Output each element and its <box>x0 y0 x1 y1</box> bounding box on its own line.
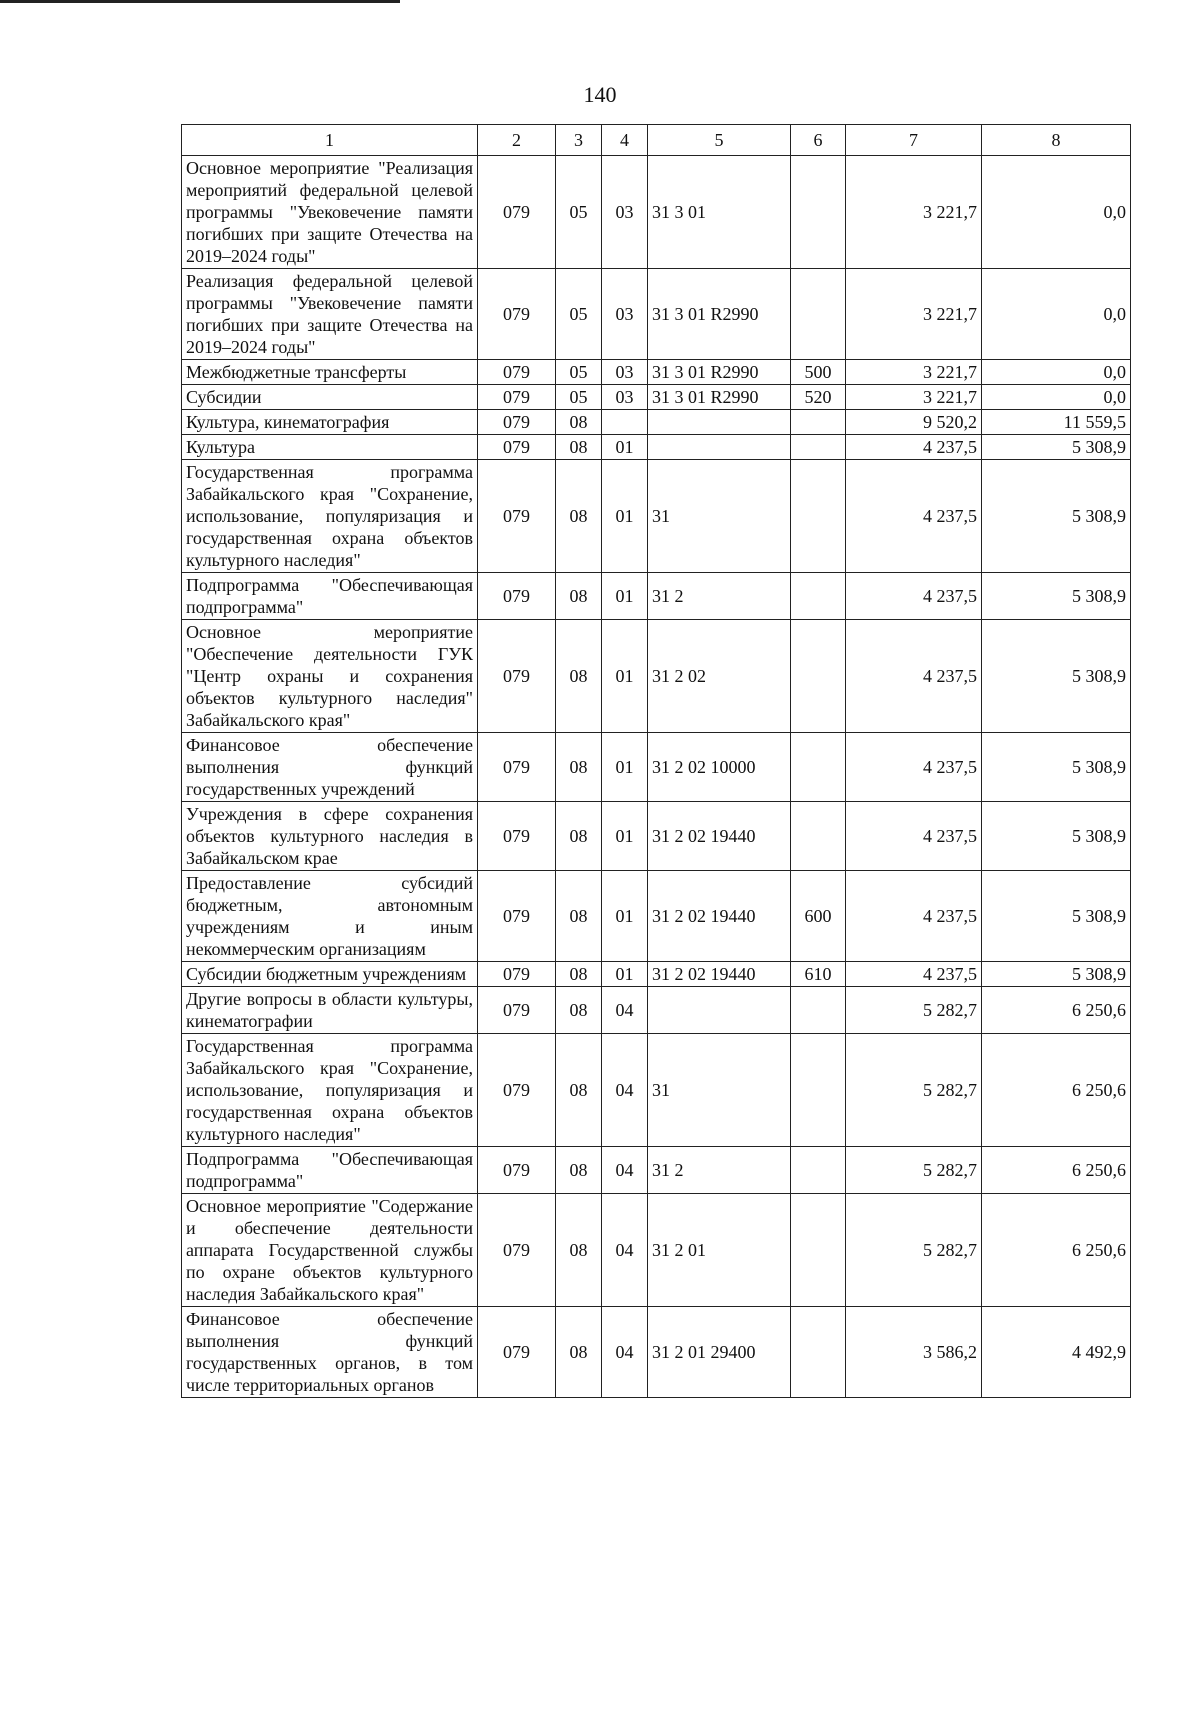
expense-type-code: 500 <box>791 360 846 385</box>
subsection-code: 01 <box>602 733 648 802</box>
expense-type-code <box>791 1034 846 1147</box>
section-code: 08 <box>556 620 602 733</box>
table-row <box>182 1307 1131 1398</box>
section-code: 08 <box>556 962 602 987</box>
row-name: Финансовое обеспечение выполнения функций государственных органов, в том числе территориальных органов <box>182 1307 478 1398</box>
column-header-2: 2 <box>478 125 556 156</box>
section-code: 08 <box>556 802 602 871</box>
expense-type-code <box>791 573 846 620</box>
column-header-4: 4 <box>602 125 648 156</box>
target-article-code <box>648 410 791 435</box>
table-row <box>182 435 1131 460</box>
target-article-code <box>648 987 791 1034</box>
section-code: 08 <box>556 987 602 1034</box>
expense-type-code <box>791 269 846 360</box>
subsection-code: 04 <box>602 1307 648 1398</box>
ministry-code: 079 <box>478 385 556 410</box>
section-code: 05 <box>556 156 602 269</box>
ministry-code: 079 <box>478 1147 556 1194</box>
expense-type-code <box>791 733 846 802</box>
table-row <box>182 1194 1131 1307</box>
expense-type-code <box>791 802 846 871</box>
amount-col-8: 4 492,9 <box>982 1307 1131 1398</box>
table-row <box>182 987 1131 1034</box>
amount-col-7: 3 221,7 <box>846 269 982 360</box>
section-code: 08 <box>556 1034 602 1147</box>
row-name: Субсидии <box>182 385 478 410</box>
target-article-code: 31 2 02 10000 <box>648 733 791 802</box>
target-article-code: 31 2 02 19440 <box>648 962 791 987</box>
subsection-code: 01 <box>602 435 648 460</box>
section-code: 08 <box>556 573 602 620</box>
column-header-3: 3 <box>556 125 602 156</box>
target-article-code: 31 3 01 R2990 <box>648 385 791 410</box>
amount-col-7: 4 237,5 <box>846 962 982 987</box>
ministry-code: 079 <box>478 987 556 1034</box>
subsection-code: 01 <box>602 802 648 871</box>
section-code: 08 <box>556 1307 602 1398</box>
expense-type-code <box>791 1307 846 1398</box>
section-code: 08 <box>556 733 602 802</box>
target-article-code: 31 3 01 R2990 <box>648 360 791 385</box>
section-code: 08 <box>556 1147 602 1194</box>
column-header-6: 6 <box>791 125 846 156</box>
section-code: 05 <box>556 269 602 360</box>
table-row <box>182 1147 1131 1194</box>
table-row <box>182 802 1131 871</box>
amount-col-8: 5 308,9 <box>982 435 1131 460</box>
amount-col-8: 5 308,9 <box>982 871 1131 962</box>
row-name: Подпрограмма "Обеспечивающая подпрограмма" <box>182 573 478 620</box>
expense-type-code <box>791 410 846 435</box>
table-row <box>182 962 1131 987</box>
subsection-code: 03 <box>602 360 648 385</box>
target-article-code: 31 <box>648 460 791 573</box>
table-body <box>182 156 1131 1398</box>
column-number-header-row <box>182 125 1131 156</box>
target-article-code: 31 2 01 <box>648 1194 791 1307</box>
table-row <box>182 269 1131 360</box>
row-name: Учреждения в сфере сохранения объектов культурного наследия в Забайкальском крае <box>182 802 478 871</box>
amount-col-8: 0,0 <box>982 269 1131 360</box>
amount-col-8: 6 250,6 <box>982 1194 1131 1307</box>
amount-col-7: 4 237,5 <box>846 573 982 620</box>
amount-col-7: 3 221,7 <box>846 360 982 385</box>
amount-col-8: 6 250,6 <box>982 1147 1131 1194</box>
amount-col-8: 5 308,9 <box>982 733 1131 802</box>
column-header-5: 5 <box>648 125 791 156</box>
amount-col-7: 4 237,5 <box>846 460 982 573</box>
subsection-code: 01 <box>602 962 648 987</box>
target-article-code: 31 2 <box>648 573 791 620</box>
column-header-7: 7 <box>846 125 982 156</box>
section-code: 08 <box>556 460 602 573</box>
subsection-code: 03 <box>602 156 648 269</box>
amount-col-7: 4 237,5 <box>846 871 982 962</box>
table-row <box>182 360 1131 385</box>
scan-top-rule <box>0 0 400 3</box>
section-code: 08 <box>556 1194 602 1307</box>
column-header-8: 8 <box>982 125 1131 156</box>
budget-table <box>181 124 1131 1398</box>
amount-col-8: 6 250,6 <box>982 987 1131 1034</box>
table-row <box>182 460 1131 573</box>
amount-col-7: 5 282,7 <box>846 1194 982 1307</box>
ministry-code: 079 <box>478 156 556 269</box>
subsection-code: 03 <box>602 385 648 410</box>
section-code: 08 <box>556 871 602 962</box>
target-article-code <box>648 435 791 460</box>
amount-col-8: 6 250,6 <box>982 1034 1131 1147</box>
table-row <box>182 871 1131 962</box>
section-code: 05 <box>556 360 602 385</box>
amount-col-7: 4 237,5 <box>846 435 982 460</box>
subsection-code: 04 <box>602 1034 648 1147</box>
ministry-code: 079 <box>478 1194 556 1307</box>
expense-type-code: 520 <box>791 385 846 410</box>
target-article-code: 31 2 02 <box>648 620 791 733</box>
expense-type-code: 610 <box>791 962 846 987</box>
expense-type-code <box>791 156 846 269</box>
row-name: Подпрограмма "Обеспечивающая подпрограмма" <box>182 1147 478 1194</box>
subsection-code <box>602 410 648 435</box>
amount-col-7: 9 520,2 <box>846 410 982 435</box>
expense-type-code <box>791 1194 846 1307</box>
ministry-code: 079 <box>478 733 556 802</box>
subsection-code: 04 <box>602 1194 648 1307</box>
section-code: 08 <box>556 410 602 435</box>
target-article-code: 31 3 01 R2990 <box>648 269 791 360</box>
expense-type-code <box>791 1147 846 1194</box>
ministry-code: 079 <box>478 962 556 987</box>
amount-col-7: 4 237,5 <box>846 733 982 802</box>
target-article-code: 31 2 01 29400 <box>648 1307 791 1398</box>
row-name: Финансовое обеспечение выполнения функций государственных учреждений <box>182 733 478 802</box>
subsection-code: 01 <box>602 620 648 733</box>
target-article-code: 31 2 <box>648 1147 791 1194</box>
ministry-code: 079 <box>478 410 556 435</box>
ministry-code: 079 <box>478 802 556 871</box>
subsection-code: 01 <box>602 460 648 573</box>
subsection-code: 01 <box>602 871 648 962</box>
target-article-code: 31 3 01 <box>648 156 791 269</box>
expense-type-code <box>791 460 846 573</box>
amount-col-8: 5 308,9 <box>982 620 1131 733</box>
amount-col-7: 5 282,7 <box>846 1034 982 1147</box>
ministry-code: 079 <box>478 360 556 385</box>
amount-col-7: 3 221,7 <box>846 156 982 269</box>
table-row <box>182 410 1131 435</box>
ministry-code: 079 <box>478 1034 556 1147</box>
row-name: Основное мероприятие "Содержание и обеспечение деятельности аппарата Государственной службы по охране объектов культурного наследия Забайкальского края" <box>182 1194 478 1307</box>
table-row <box>182 573 1131 620</box>
table-row <box>182 385 1131 410</box>
column-header-1: 1 <box>182 125 478 156</box>
expense-type-code <box>791 987 846 1034</box>
row-name: Культура, кинематография <box>182 410 478 435</box>
amount-col-7: 4 237,5 <box>846 802 982 871</box>
table-row <box>182 620 1131 733</box>
expense-type-code <box>791 435 846 460</box>
ministry-code: 079 <box>478 269 556 360</box>
amount-col-8: 5 308,9 <box>982 962 1131 987</box>
target-article-code: 31 2 02 19440 <box>648 871 791 962</box>
ministry-code: 079 <box>478 620 556 733</box>
row-name: Другие вопросы в области культуры, кинематографии <box>182 987 478 1034</box>
page-number: 140 <box>583 82 617 107</box>
row-name: Межбюджетные трансферты <box>182 360 478 385</box>
expense-type-code: 600 <box>791 871 846 962</box>
row-name: Культура <box>182 435 478 460</box>
table-row <box>182 1034 1131 1147</box>
ministry-code: 079 <box>478 460 556 573</box>
target-article-code: 31 2 02 19440 <box>648 802 791 871</box>
amount-col-7: 3 221,7 <box>846 385 982 410</box>
amount-col-8: 5 308,9 <box>982 460 1131 573</box>
ministry-code: 079 <box>478 435 556 460</box>
table-row <box>182 733 1131 802</box>
ministry-code: 079 <box>478 871 556 962</box>
section-code: 08 <box>556 435 602 460</box>
amount-col-7: 5 282,7 <box>846 987 982 1034</box>
subsection-code: 03 <box>602 269 648 360</box>
amount-col-7: 4 237,5 <box>846 620 982 733</box>
row-name: Предоставление субсидий бюджетным, автономным учреждениям и иным некоммерческим организациям <box>182 871 478 962</box>
ministry-code: 079 <box>478 1307 556 1398</box>
amount-col-8: 0,0 <box>982 360 1131 385</box>
expense-type-code <box>791 620 846 733</box>
table-row <box>182 156 1131 269</box>
amount-col-8: 5 308,9 <box>982 573 1131 620</box>
amount-col-8: 5 308,9 <box>982 802 1131 871</box>
row-name: Основное мероприятие "Реализация мероприятий федеральной целевой программы "Увековечение памяти погибших при защите Отечества на 2019–2024 годы" <box>182 156 478 269</box>
row-name: Субсидии бюджетным учреждениям <box>182 962 478 987</box>
subsection-code: 01 <box>602 573 648 620</box>
amount-col-7: 5 282,7 <box>846 1147 982 1194</box>
section-code: 05 <box>556 385 602 410</box>
row-name: Государственная программа Забайкальского края "Сохранение, использование, популяризация и государственная охрана объектов культурного наследия" <box>182 460 478 573</box>
amount-col-8: 0,0 <box>982 156 1131 269</box>
subsection-code: 04 <box>602 987 648 1034</box>
row-name: Государственная программа Забайкальского края "Сохранение, использование, популяризация и государственная охрана объектов культурного наследия" <box>182 1034 478 1147</box>
target-article-code: 31 <box>648 1034 791 1147</box>
row-name: Реализация федеральной целевой программы "Увековечение памяти погибших при защите Отечества на 2019–2024 годы" <box>182 269 478 360</box>
row-name: Основное мероприятие "Обеспечение деятельности ГУК "Центр охраны и сохранения объектов культурного наследия" Забайкальского края" <box>182 620 478 733</box>
amount-col-8: 11 559,5 <box>982 410 1131 435</box>
ministry-code: 079 <box>478 573 556 620</box>
subsection-code: 04 <box>602 1147 648 1194</box>
amount-col-7: 3 586,2 <box>846 1307 982 1398</box>
amount-col-8: 0,0 <box>982 385 1131 410</box>
